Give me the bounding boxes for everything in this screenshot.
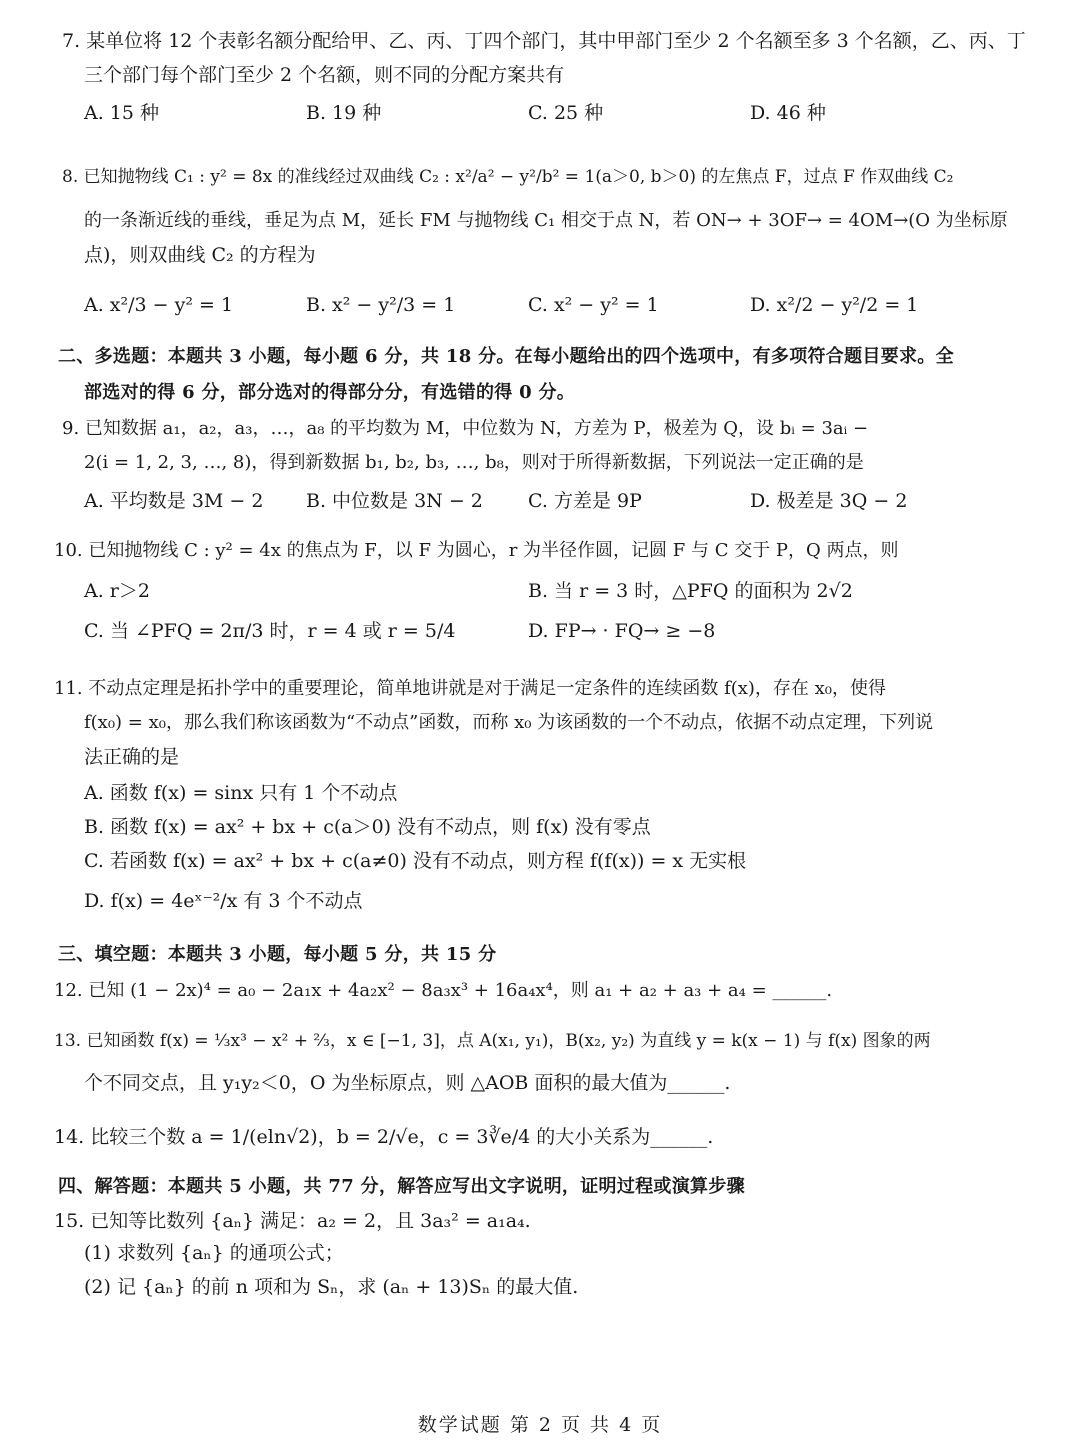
question-7-option-c: C. 25 种 bbox=[528, 102, 604, 124]
question-7-option-a: A. 15 种 bbox=[84, 102, 160, 124]
question-10-option-c: C. 当 ∠PFQ = 2π/3 时，r = 4 或 r = 5/4 bbox=[84, 620, 456, 642]
question-8-line-1: 8. 已知抛物线 C₁ : y² = 8x 的准线经过双曲线 C₂ : x²/a² − y²/b² = 1(a＞0, b＞0) 的左焦点 F，过点 F 作双曲线 C₂ bbox=[62, 167, 954, 187]
question-15-line-1: 15. 已知等比数列 {aₙ} 满足：a₂ = 2，且 3a₃² = a₁a₄. bbox=[54, 1210, 531, 1232]
question-8-line-2: 的一条渐近线的垂线，垂足为点 M，延长 FM 与抛物线 C₁ 相交于点 N，若 ON→ + 3OF→ = 4OM→(O 为坐标原 bbox=[84, 210, 1008, 231]
section-4-heading: 四、解答题：本题共 5 小题，共 77 分，解答应写出文字说明，证明过程或演算步骤 bbox=[58, 1176, 745, 1197]
page-footer: 数学试题 第 2 页 共 4 页 bbox=[417, 1414, 663, 1436]
question-15-line-2: (1) 求数列 {aₙ} 的通项公式； bbox=[84, 1242, 344, 1264]
question-9-line-2: 2(i = 1, 2, 3, …, 8)，得到新数据 b₁, b₂, b₃, …, b₈，则对于所得新数据，下列说法一定正确的是 bbox=[84, 452, 864, 473]
question-12-line-1: 12. 已知 (1 − 2x)⁴ = a₀ − 2a₁x + 4a₂x² − 8a₃x³ + 16a₄x⁴，则 a₁ + a₂ + a₃ + a₄ = ______. bbox=[54, 980, 833, 1001]
question-8-line-3: 点)，则双曲线 C₂ 的方程为 bbox=[84, 244, 316, 266]
question-11-line-2: f(x₀) = x₀，那么我们称该函数为“不动点”函数，而称 x₀ 为该函数的一个不动点，依据不动点定理，下列说 bbox=[84, 712, 934, 733]
question-11-option-b: B. 函数 f(x) = ax² + bx + c(a＞0) 没有不动点，则 f(x) 没有零点 bbox=[84, 816, 651, 838]
question-15-line-3: (2) 记 {aₙ} 的前 n 项和为 Sₙ，求 (aₙ + 13)Sₙ 的最大值. bbox=[84, 1276, 579, 1298]
question-13-line-2: 个不同交点，且 y₁y₂＜0，O 为坐标原点，则 △AOB 面积的最大值为______. bbox=[84, 1072, 731, 1094]
section-3-heading: 三、填空题：本题共 3 小题，每小题 5 分，共 15 分 bbox=[58, 944, 497, 965]
question-8-option-c: C. x² − y² = 1 bbox=[528, 294, 659, 316]
question-14-line-1: 14. 比较三个数 a = 1/(eln√2)，b = 2/√e，c = 3∛e/4 的大小关系为______. bbox=[54, 1126, 714, 1148]
question-10-option-a: A. r＞2 bbox=[84, 580, 150, 602]
question-10-option-b: B. 当 r = 3 时，△PFQ 的面积为 2√2 bbox=[528, 580, 853, 602]
question-11-line-3: 法正确的是 bbox=[84, 746, 180, 768]
question-11-option-c: C. 若函数 f(x) = ax² + bx + c(a≠0) 没有不动点，则方程 f(f(x)) = x 无实根 bbox=[84, 850, 747, 872]
question-9-option-c: C. 方差是 9P bbox=[528, 490, 642, 512]
question-9-option-d: D. 极差是 3Q − 2 bbox=[750, 490, 908, 512]
question-7-option-d: D. 46 种 bbox=[750, 102, 826, 124]
question-11-option-d: D. f(x) = 4eˣ⁻²/x 有 3 个不动点 bbox=[84, 890, 363, 912]
question-13-line-1: 13. 已知函数 f(x) = ⅓x³ − x² + ⅔，x ∈ [−1, 3]，点 A(x₁, y₁)，B(x₂, y₂) 为直线 y = k(x − 1) 与 f(x) 图象的两 bbox=[54, 1031, 931, 1051]
question-8-option-a: A. x²/3 − y² = 1 bbox=[84, 294, 234, 316]
section-2-heading-line-2: 部选对的得 6 分，部分选对的得部分分，有选错的得 0 分。 bbox=[84, 382, 576, 403]
question-7-line-2: 三个部门每个部门至少 2 个名额，则不同的分配方案共有 bbox=[84, 64, 565, 86]
question-7-option-b: B. 19 种 bbox=[306, 102, 382, 124]
question-9-line-1: 9. 已知数据 a₁，a₂，a₃，…，a₈ 的平均数为 M，中位数为 N，方差为 P，极差为 Q，设 bᵢ = 3aᵢ − bbox=[62, 418, 869, 439]
question-9-option-a: A. 平均数是 3M − 2 bbox=[84, 490, 264, 512]
question-9-option-b: B. 中位数是 3N − 2 bbox=[306, 490, 483, 512]
section-2-heading-line-1: 二、多选题：本题共 3 小题，每小题 6 分，共 18 分。在每小题给出的四个选项中，有多项符合题目要求。全 bbox=[58, 346, 954, 367]
question-10-line-1: 10. 已知抛物线 C : y² = 4x 的焦点为 F，以 F 为圆心，r 为半径作圆，记圆 F 与 C 交于 P，Q 两点，则 bbox=[54, 540, 899, 561]
question-7-line-1: 7. 某单位将 12 个表彰名额分配给甲、乙、丙、丁四个部门，其中甲部门至少 2 个名额至多 3 个名额，乙、丙、丁 bbox=[62, 30, 1026, 52]
question-8-option-b: B. x² − y²/3 = 1 bbox=[306, 294, 456, 316]
question-10-option-d: D. FP→ · FQ→ ≥ −8 bbox=[528, 620, 716, 642]
question-11-option-a: A. 函数 f(x) = sinx 只有 1 个不动点 bbox=[84, 782, 398, 804]
question-11-line-1: 11. 不动点定理是拓扑学中的重要理论，简单地讲就是对于满足一定条件的连续函数 f(x)，存在 x₀，使得 bbox=[54, 678, 887, 699]
question-8-option-d: D. x²/2 − y²/2 = 1 bbox=[750, 294, 919, 316]
